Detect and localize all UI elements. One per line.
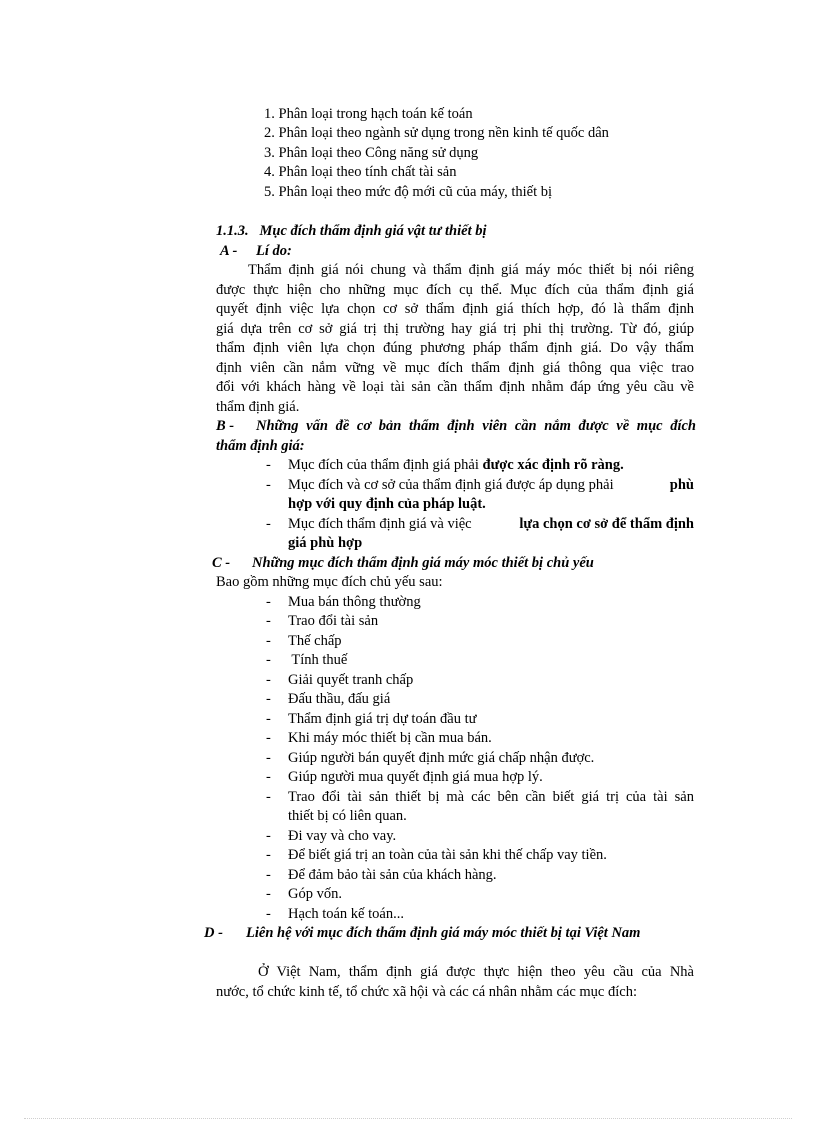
numbered-item-3: 3. Phân loại theo Công năng sử dụng: [264, 145, 479, 161]
c-item-16: Hạch toán kế toán...: [288, 906, 404, 922]
b-item-1-dash: -: [266, 457, 271, 473]
c-item-dash: -: [266, 867, 271, 883]
b-item-2-dash: -: [266, 477, 271, 493]
section-c-title: Những mục đích thẩm định giá máy móc thiết bị chủ yếu: [252, 555, 594, 571]
b-item-2-line-2: hợp với quy định của pháp luật.: [288, 496, 486, 512]
d-paragraph-line-1: Ở Việt Nam, thẩm định giá được thực hiện theo yêu cầu của Nhà: [258, 964, 694, 980]
c-item-dash: -: [266, 594, 271, 610]
c-item-2: Trao đổi tài sản: [288, 613, 379, 629]
numbered-item-2: 2. Phân loại theo ngành sử dụng trong nền kinh tế quốc dân: [264, 125, 609, 141]
page-bottom-rule: [24, 1118, 792, 1119]
b-item-2-line-1: Mục đích và cơ sở của thẩm định giá được áp dụng phải phù: [288, 477, 694, 493]
c-item-4: Tính thuế: [288, 652, 348, 668]
d-paragraph-line-2: nước, tổ chức kinh tế, tổ chức xã hội và các cá nhân nhằm các mục đích:: [216, 984, 637, 1000]
a-paragraph-line-3: quyết định việc lựa chọn cơ sở thẩm định giá thích hợp, đó là thẩm định: [216, 301, 694, 317]
c-item-3: Thế chấp: [288, 633, 342, 649]
b-item-3-dash: -: [266, 516, 271, 532]
c-item-dash: -: [266, 672, 271, 688]
c-item-9: Giúp người bán quyết định mức giá chấp nhận được.: [288, 750, 595, 766]
c-item-8: Khi máy móc thiết bị cần mua bán.: [288, 730, 492, 746]
section-c-intro: Bao gồm những mục đích chủ yếu sau:: [216, 574, 443, 590]
c-item-dash: -: [266, 886, 271, 902]
numbered-item-5: 5. Phân loại theo mức độ mới cũ của máy, thiết bị: [264, 184, 553, 200]
c-item-dash: -: [266, 847, 271, 863]
c-item-dash: -: [266, 652, 271, 668]
section-title: 1.1.3. Mục đích thẩm định giá vật tư thiết bị: [216, 223, 487, 239]
c-item-dash: -: [266, 769, 271, 785]
b-item-3-line-1: Mục đích thẩm định giá và việc lựa chọn cơ sở để thẩm định: [288, 516, 694, 532]
section-b-label: B -: [216, 418, 235, 434]
c-item-11-line-1: Trao đổi tài sản thiết bị mà các bên cần biết giá trị của tài sản: [288, 789, 694, 805]
c-item-14: Để đảm bảo tài sản của khách hàng.: [288, 867, 497, 883]
c-item-6: Đấu thầu, đấu giá: [288, 691, 391, 707]
c-item-10: Giúp người mua quyết định giá mua hợp lý.: [288, 769, 543, 785]
c-item-dash: -: [266, 633, 271, 649]
c-item-dash: -: [266, 828, 271, 844]
c-item-dash: -: [266, 613, 271, 629]
section-a-label: A -: [220, 243, 238, 259]
a-paragraph-line-7: đổi với khách hàng về loại tài sản cần thẩm định nhằm đáp ứng yêu cầu về: [216, 379, 694, 395]
c-item-7: Thẩm định giá trị dự toán đầu tư: [288, 711, 477, 727]
numbered-item-4: 4. Phân loại theo tính chất tài sản: [264, 164, 457, 180]
c-item-dash: -: [266, 906, 271, 922]
section-b-title-line-2: thẩm định giá:: [216, 438, 305, 454]
c-item-12: Đi vay và cho vay.: [288, 828, 397, 844]
a-paragraph-line-6: định viên cần nắm vững về mục đích thẩm định giá thông qua việc trao: [216, 360, 694, 376]
numbered-item-1: 1. Phân loại trong hạch toán kế toán: [264, 106, 473, 122]
c-item-dash: -: [266, 711, 271, 727]
a-paragraph-line-8: thẩm định giá.: [216, 399, 300, 415]
b-item-3-line-2: giá phù hợp: [288, 535, 363, 551]
a-paragraph-line-1: Thẩm định giá nói chung và thẩm định giá máy móc thiết bị nói riêng: [248, 262, 694, 278]
a-paragraph-line-4: giá dựa trên cơ sở giá trị thị trường hay giá trị phi thị trường. Từ đó, giúp: [216, 321, 694, 337]
section-c-label: C -: [212, 555, 231, 571]
c-item-11-line-2: thiết bị có liên quan.: [288, 808, 407, 824]
section-d-label: D -: [204, 925, 223, 941]
c-item-dash: -: [266, 789, 271, 805]
c-item-dash: -: [266, 691, 271, 707]
c-item-1: Mua bán thông thường: [288, 594, 421, 610]
c-item-dash: -: [266, 750, 271, 766]
a-paragraph-line-2: được thực hiện cho những mục đích cụ thể. Mục đích của thẩm định giá: [216, 282, 694, 298]
section-a-title: Lí do:: [256, 243, 292, 259]
c-item-15: Góp vốn.: [288, 886, 342, 902]
c-item-dash: -: [266, 730, 271, 746]
a-paragraph-line-5: thẩm định viên lựa chọn đúng phương pháp thẩm định giá. Do vậy thẩm: [216, 340, 694, 356]
c-item-5: Giải quyết tranh chấp: [288, 672, 414, 688]
section-d-title: Liên hệ với mục đích thẩm định giá máy móc thiết bị tại Việt Nam: [246, 925, 641, 941]
c-item-13: Để biết giá trị an toàn của tài sản khi thế chấp vay tiền.: [288, 847, 607, 863]
section-b-title-line-1: Những vấn đề cơ bản thẩm định viên cần nắm được về mục đích: [256, 418, 696, 434]
b-item-1: Mục đích của thẩm định giá phải được xác định rõ ràng.: [288, 457, 624, 473]
